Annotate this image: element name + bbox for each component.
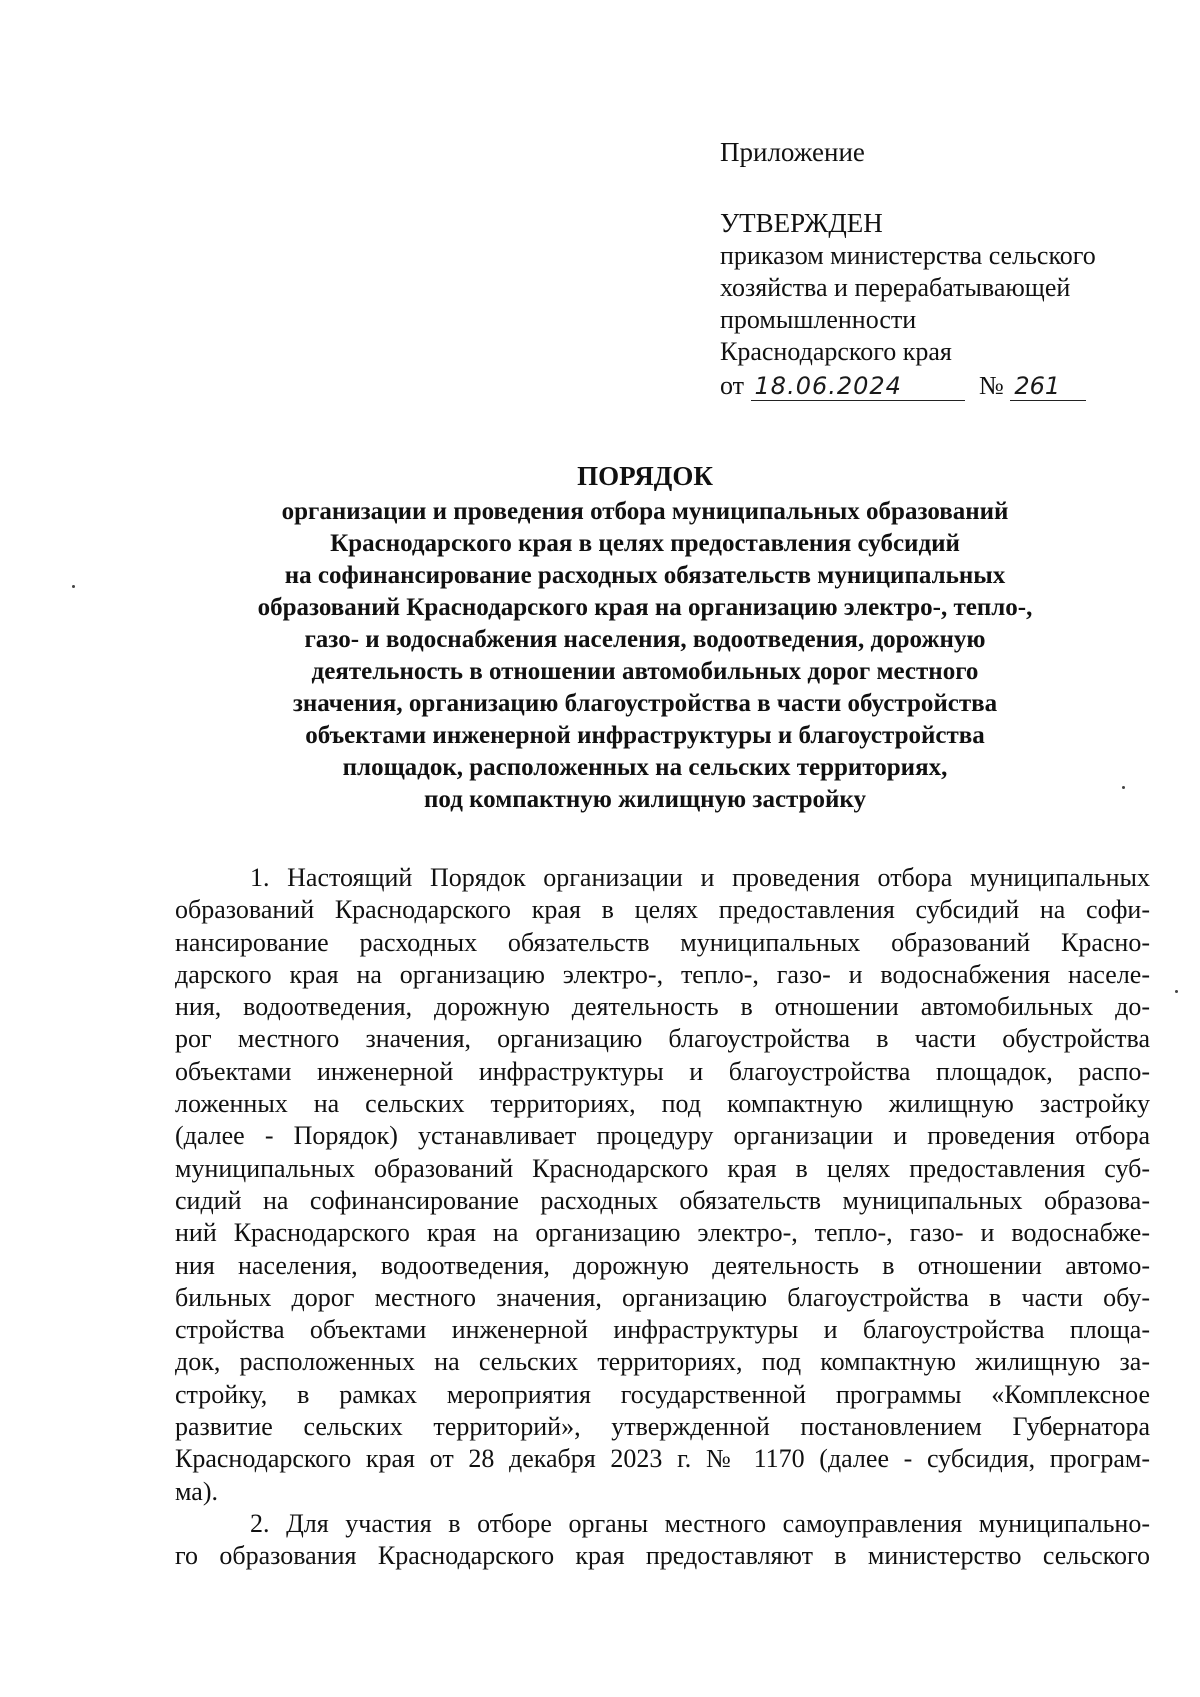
scan-speck [1122,786,1125,789]
document-body [175,862,1150,1573]
document-title [175,460,1115,816]
paragraph-1-line: рог местного значения, организацию благоустройства в части обустройства [175,1024,1150,1054]
paragraph-1-line: (далее - Порядок) устанавливает процедуру организации и проведения отбора [175,1121,1150,1151]
paragraph-1-line: ния, водоотведения, дорожную деятельность в отношении автомобильных до- [175,992,1150,1022]
paragraph-1-line: док, расположенных на сельских территориях, под компактную жилищную за- [175,1347,1150,1377]
title-line: деятельность в отношении автомобильных дорог местного [311,658,979,685]
paragraph-1-line: ложенных на сельских территориях, под компактную жилищную застройку [175,1089,1150,1119]
appendix-label: Приложение [720,137,865,167]
paragraph-1-line: нансирование расходных обязательств муниципальных образований Красно- [175,927,1150,957]
title-line: на софинансирование расходных обязательств муниципальных [284,562,1006,589]
paragraph-1-line: образований Краснодарского края в целях предоставления субсидий на софи- [175,895,1150,925]
paragraph-1-line: стройку, в рамках мероприятия государственной программы «Комплексное [175,1379,1150,1409]
order-date-number [720,370,1150,402]
approval-line: хозяйства и перерабатывающей [720,273,1071,302]
title-line: газо- и водоснабжения населения, водоотведения, дорожную [304,626,986,653]
paragraph-1-line: бильных дорог местного значения, организацию благоустройства в части обу- [175,1282,1150,1312]
title-line: Краснодарского края в целях предоставления субсидий [330,530,960,557]
approval-line: Краснодарского края [720,337,952,366]
paragraph-1-line: сидий на софинансирование расходных обязательств муниципальных образова- [175,1185,1150,1215]
paragraph-1-line: ний Краснодарского края на организацию электро-, тепло-, газо- и водоснабже- [175,1218,1150,1248]
paragraph-1-line: стройства объектами инженерной инфраструктуры и благоустройства площа- [175,1315,1150,1345]
date-prefix: от [720,371,745,400]
title-line: объектами инженерной инфраструктуры и благоустройства [305,722,985,749]
title-line: образований Краснодарского края на организацию электро-, тепло-, [257,594,1033,621]
approval-line: приказом министерства сельского [720,241,1096,270]
title-line: площадок, расположенных на сельских территориях, [342,754,948,781]
title-line: под компактную жилищную застройку [424,786,866,813]
paragraph-1-line: развитие сельских территорий», утвержденной постановлением Губернатора [175,1412,1150,1442]
title-main: ПОРЯДОК [577,461,713,491]
handwritten-number: 261 [1010,372,1086,401]
scan-speck [72,585,75,588]
paragraph-1-line: ма). [175,1476,218,1506]
paragraph-2-line: го образования Краснодарского края предоставляют в министерство сельского [175,1541,1150,1571]
number-sign: № [979,371,1004,400]
approved-label: УТВЕРЖДЕН [720,208,883,238]
approval-line: промышленности [720,305,917,334]
title-line: значения, организацию благоустройства в части обустройства [292,690,998,717]
title-line: организации и проведения отбора муниципальных образований [281,498,1009,525]
handwritten-date: 18.06.2024 [751,372,965,401]
paragraph-1-line: ния населения, водоотведения, дорожную деятельность в отношении автомо- [175,1250,1150,1280]
paragraph-2-line: 2. Для участия в отборе органы местного самоуправления муниципально- [250,1508,1150,1538]
paragraph-1-line: Краснодарского края от 28 декабря 2023 г. № 1170 (далее - субсидия, програм- [175,1444,1150,1474]
approval-block [720,136,1150,402]
paragraph-1-line: дарского края на организацию электро-, тепло-, газо- и водоснабжения населе- [175,959,1150,989]
paragraph-1-line: муниципальных образований Краснодарского края в целях предоставления суб- [175,1153,1150,1183]
paragraph-1-line: объектами инженерной инфраструктуры и благоустройства площадок, распо- [175,1056,1150,1086]
paragraph-1-line: 1. Настоящий Порядок организации и проведения отбора муниципальных [250,863,1150,892]
scan-speck [1175,990,1178,993]
